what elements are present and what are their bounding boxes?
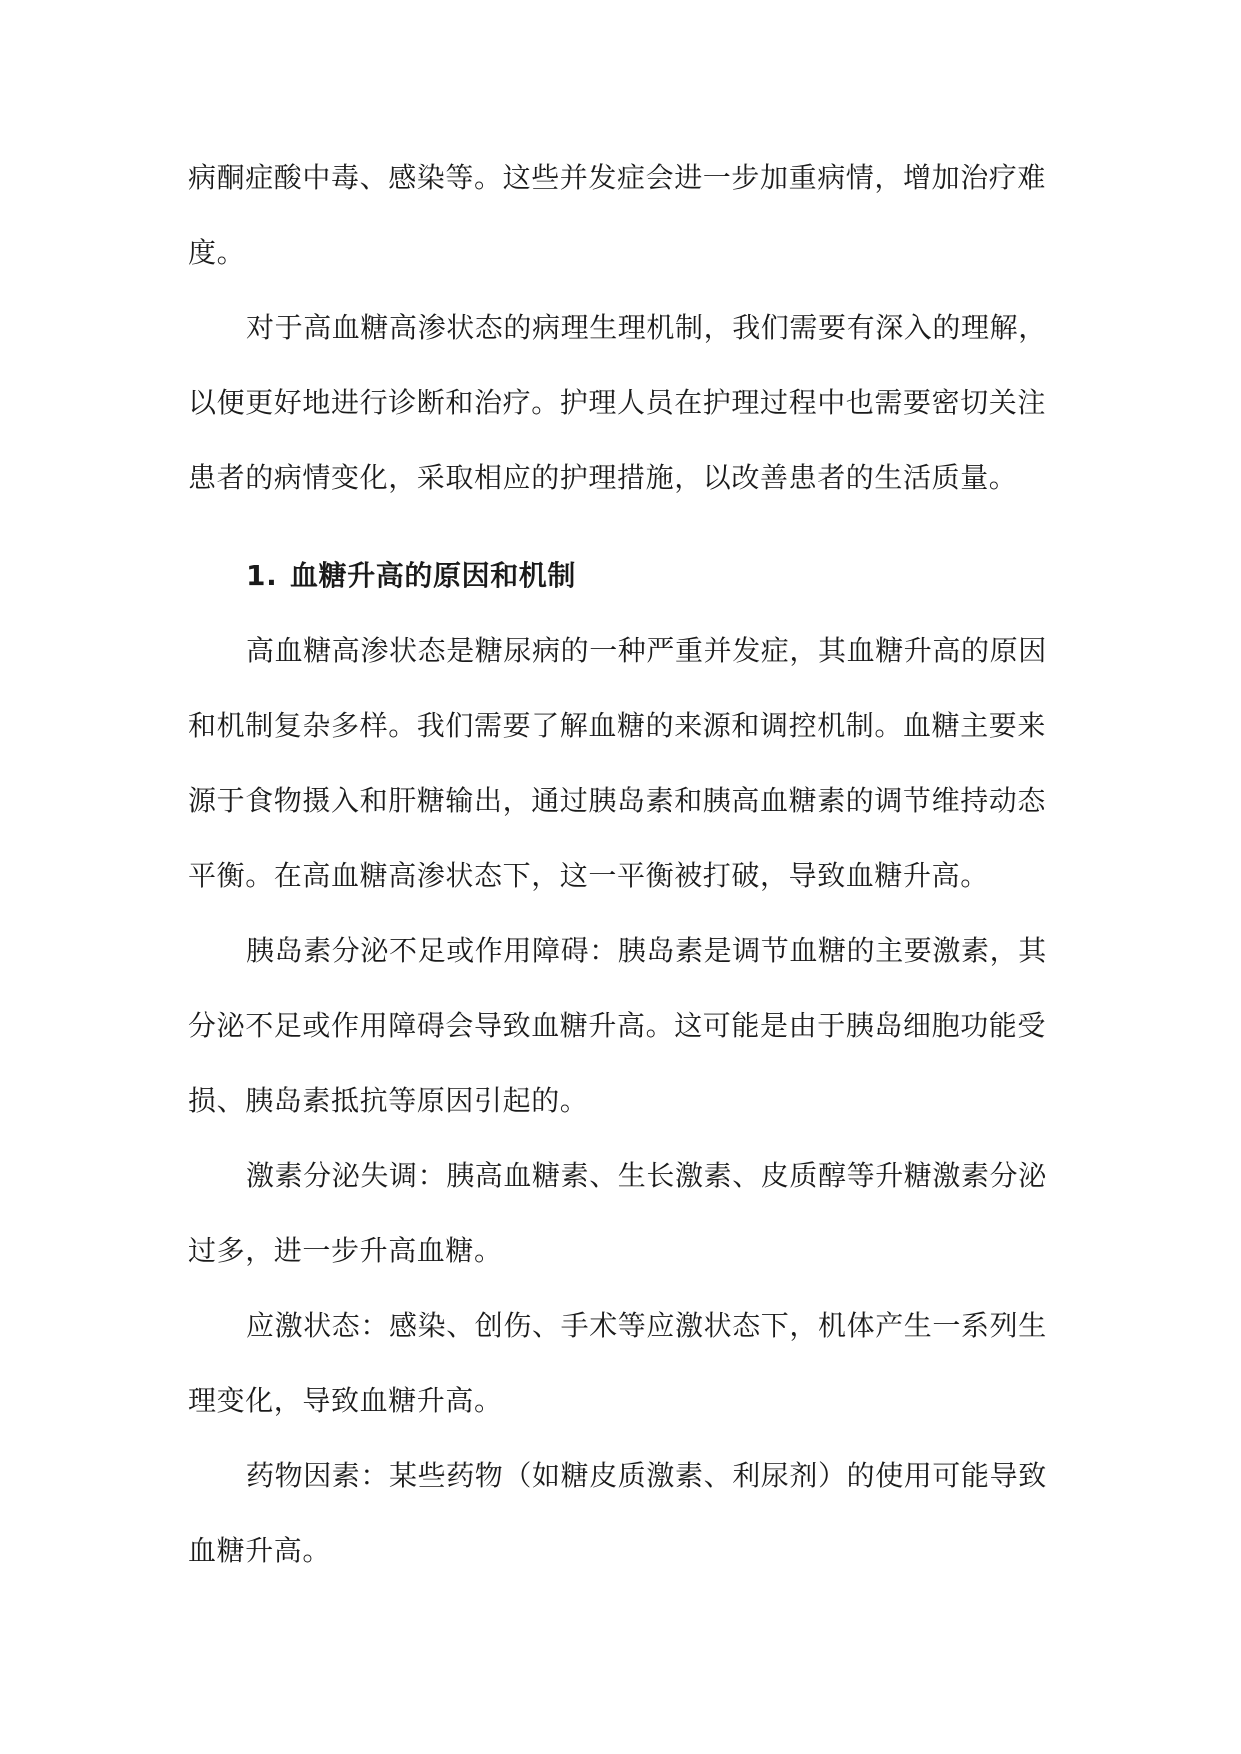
paragraph-line: 激素分泌失调：胰高血糖素、生长激素、皮质醇等升糖激素分泌 — [246, 1159, 1047, 1192]
document-body — [188, 140, 1052, 1588]
paragraph-line: 高血糖高渗状态是糖尿病的一种严重并发症，其血糖升高的原因 — [246, 634, 1047, 667]
paragraph-line: 源于食物摄入和肝糖输出，通过胰岛素和胰高血糖素的调节维持动态 — [188, 784, 1047, 817]
paragraph-hormone — [188, 1138, 1052, 1288]
paragraph-line: 分泌不足或作用障碍会导致血糖升高。这可能是由于胰岛细胞功能受 — [188, 1009, 1047, 1042]
paragraph-line: 患者的病情变化，采取相应的护理措施，以改善患者的生活质量。 — [188, 461, 1018, 494]
section-heading — [188, 538, 1052, 613]
paragraph-insulin — [188, 913, 1052, 1138]
paragraph-line: 应激状态：感染、创伤、手术等应激状态下，机体产生一系列生 — [246, 1309, 1047, 1342]
paragraph-line: 损、胰岛素抵抗等原因引起的。 — [188, 1084, 589, 1117]
paragraph-line: 病酮症酸中毒、感染等。这些并发症会进一步加重病情，增加治疗难 — [188, 161, 1047, 194]
section-title: 血糖升高的原因和机制 — [290, 559, 577, 592]
paragraph-intro — [188, 613, 1052, 913]
paragraph-line: 血糖升高。 — [188, 1534, 332, 1567]
paragraph-understanding — [188, 290, 1052, 515]
paragraph-line: 和机制复杂多样。我们需要了解血糖的来源和调控机制。血糖主要来 — [188, 709, 1047, 742]
paragraph-line: 药物因素：某些药物（如糖皮质激素、利尿剂）的使用可能导致 — [246, 1459, 1047, 1492]
paragraph-line: 胰岛素分泌不足或作用障碍：胰岛素是调节血糖的主要激素，其 — [246, 934, 1047, 967]
paragraph-line: 对于高血糖高渗状态的病理生理机制，我们需要有深入的理解， — [246, 311, 1047, 344]
paragraph-line: 平衡。在高血糖高渗状态下，这一平衡被打破，导致血糖升高。 — [188, 859, 989, 892]
paragraph-line: 以便更好地进行诊断和治疗。护理人员在护理过程中也需要密切关注 — [188, 386, 1047, 419]
paragraph-stress — [188, 1288, 1052, 1438]
paragraph-continued — [188, 140, 1052, 290]
paragraph-line: 度。 — [188, 236, 246, 269]
section-spacer — [188, 515, 1052, 538]
section-number: 1. — [246, 559, 278, 592]
paragraph-drug — [188, 1438, 1052, 1588]
paragraph-line: 过多，进一步升高血糖。 — [188, 1234, 503, 1267]
paragraph-line: 理变化，导致血糖升高。 — [188, 1384, 503, 1417]
